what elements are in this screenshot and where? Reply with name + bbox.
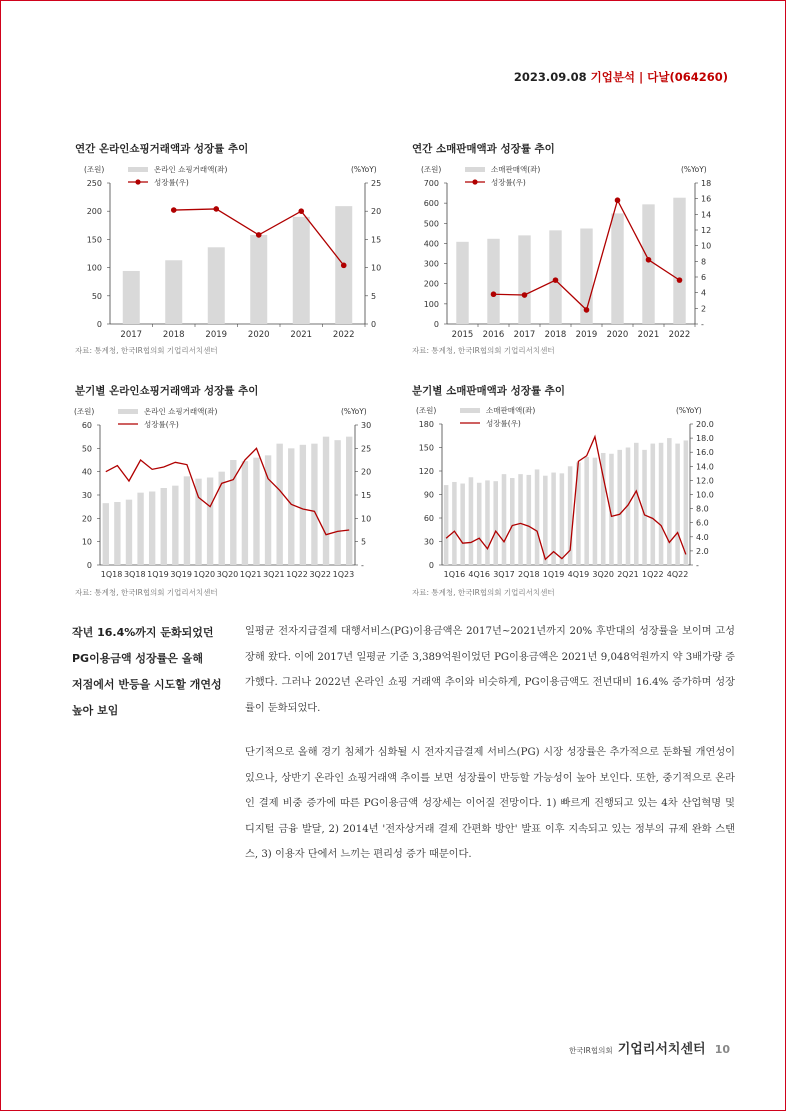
bar <box>549 230 561 324</box>
left-tick-label: 100 <box>423 299 439 309</box>
x-tick-label: 4Q19 <box>567 570 590 579</box>
bar <box>518 474 523 565</box>
left-tick-label: 60 <box>423 514 434 523</box>
bar <box>485 480 490 565</box>
chart3-title: 분기별 온라인쇼핑거래액과 성장률 추이 <box>75 385 259 397</box>
right-tick-label: 15 <box>361 491 372 500</box>
growth-line <box>446 437 686 560</box>
legend-line-marker <box>472 179 477 184</box>
bar <box>675 444 680 565</box>
right-tick-label: 20 <box>361 467 372 477</box>
bar <box>535 469 540 565</box>
left-tick-label: 400 <box>423 239 439 249</box>
page-number: 10 <box>714 1043 730 1056</box>
bar <box>684 440 689 565</box>
bar <box>137 493 143 565</box>
x-tick-label: 2020 <box>247 330 270 340</box>
left-tick-label: 30 <box>423 537 434 547</box>
x-tick-label: 4Q22 <box>666 570 689 579</box>
legend-bar-swatch <box>128 167 148 172</box>
bar <box>250 235 267 324</box>
x-tick-label: 2Q21 <box>617 570 639 579</box>
left-tick-label: 20 <box>81 514 92 524</box>
growth-point <box>615 197 621 203</box>
x-tick-label: 3Q20 <box>216 570 239 579</box>
side-heading-line: 저점에서 반등을 시도할 개연성 <box>72 678 222 691</box>
left-unit-label: (조원) <box>416 406 437 415</box>
x-tick-label: 3Q17 <box>493 570 515 579</box>
right-tick-label: 10 <box>701 241 712 251</box>
footer-center: 기업리서치센터 <box>617 1042 706 1057</box>
x-tick-label: 1Q19 <box>147 570 169 579</box>
x-tick-label: 3Q21 <box>263 570 285 579</box>
bar <box>165 260 182 324</box>
right-tick-label: 14 <box>701 210 712 220</box>
x-tick-label: 2021 <box>290 330 313 340</box>
growth-point <box>298 208 304 214</box>
right-tick-label: 15 <box>371 235 382 245</box>
legend-line-label: 성장률(우) <box>491 178 526 187</box>
growth-point <box>213 206 219 212</box>
report-section: 기업분석 | 다날(064260) <box>590 70 728 84</box>
bar <box>617 450 622 565</box>
bar <box>611 213 623 324</box>
right-tick-label: 12 <box>701 226 712 235</box>
legend-line-marker <box>135 179 140 184</box>
right-unit-label: (%YoY) <box>351 165 377 174</box>
x-tick-label: 2021 <box>637 330 660 340</box>
bar <box>510 478 515 565</box>
left-tick-label: 120 <box>418 467 434 476</box>
x-tick-label: 2019 <box>205 330 228 340</box>
x-tick-label: 3Q22 <box>309 570 332 579</box>
bar <box>293 217 310 324</box>
bar <box>103 503 109 565</box>
left-tick-label: 500 <box>423 219 439 229</box>
x-tick-label: 3Q18 <box>123 570 146 579</box>
right-tick-label: 25 <box>361 444 372 454</box>
left-tick-label: 200 <box>86 207 102 217</box>
right-unit-label: (%YoY) <box>341 407 367 416</box>
bar <box>659 443 664 565</box>
growth-point <box>256 232 262 238</box>
legend-bar-label: 온라인 쇼핑거래액(좌) <box>154 165 228 174</box>
right-tick-label: 6 <box>701 273 707 282</box>
left-unit-label: (조원) <box>421 165 442 174</box>
x-tick-label: 2016 <box>482 330 505 340</box>
legend-line-label: 성장률(우) <box>144 420 179 429</box>
bar <box>126 500 132 565</box>
right-tick-label: 2.0 <box>696 546 709 556</box>
left-tick-label: 40 <box>81 467 92 477</box>
legend-line-label: 성장률(우) <box>486 419 521 428</box>
growth-point <box>677 277 683 283</box>
right-unit-label: (%YoY) <box>676 406 702 415</box>
left-tick-label: 50 <box>81 444 92 454</box>
x-tick-label: 2018 <box>544 330 567 340</box>
chart2-title: 연간 소매판매액과 성장률 추이 <box>412 143 555 155</box>
right-tick-label: 16 <box>701 194 712 204</box>
legend-bar-swatch <box>460 408 480 413</box>
right-tick-label: 5 <box>361 537 367 547</box>
x-tick-label: 1Q23 <box>332 570 355 579</box>
bar <box>487 239 499 324</box>
right-tick-label: 10.0 <box>696 490 714 500</box>
chart-annual-retail-sales <box>407 160 727 345</box>
bar <box>634 443 639 565</box>
left-tick-label: 180 <box>418 420 434 429</box>
bar <box>276 444 282 565</box>
left-tick-label: 700 <box>423 179 439 188</box>
right-tick-label: 4.0 <box>696 532 709 542</box>
right-tick-label: 30 <box>361 421 372 430</box>
bar <box>527 475 532 565</box>
left-tick-label: 250 <box>86 179 102 188</box>
right-tick-label: 25 <box>371 179 382 188</box>
legend-bar-swatch <box>465 167 485 172</box>
bar <box>667 438 672 565</box>
left-tick-label: 0 <box>433 320 439 329</box>
bar <box>642 204 654 324</box>
legend-bar-label: 소매판매액(좌) <box>486 406 536 415</box>
bar <box>123 271 140 324</box>
bar <box>253 458 259 565</box>
bar <box>288 448 294 565</box>
right-tick-label: 18 <box>701 179 712 188</box>
left-tick-label: 150 <box>418 443 434 453</box>
right-tick-label: - <box>696 561 699 570</box>
bar <box>334 440 340 565</box>
bar <box>452 482 457 565</box>
x-tick-label: 3Q20 <box>592 570 614 579</box>
bar <box>184 476 190 565</box>
bar <box>208 247 225 324</box>
x-tick-label: 2015 <box>451 330 474 340</box>
growth-point <box>491 291 497 297</box>
left-tick-label: 60 <box>81 421 92 430</box>
footer-org: 한국IR협의회 <box>568 1046 613 1055</box>
x-tick-label: 1Q22 <box>642 570 664 579</box>
bar <box>161 488 167 565</box>
bar <box>502 474 507 565</box>
x-tick-label: 2019 <box>575 330 598 340</box>
side-heading-line: 높아 보임 <box>72 704 119 717</box>
report-header <box>514 69 728 85</box>
bar <box>543 476 548 565</box>
bar <box>207 478 213 566</box>
bar <box>493 481 498 565</box>
report-date: 2023.09.08 <box>513 70 587 84</box>
left-tick-label: 600 <box>423 199 439 209</box>
bar <box>172 486 178 565</box>
right-tick-label: 8.0 <box>696 504 709 514</box>
x-tick-label: 2017 <box>120 330 143 340</box>
growth-point <box>341 263 347 269</box>
bar <box>642 450 647 565</box>
x-tick-label: 2022 <box>668 330 691 340</box>
chart2-source: 자료: 통계청, 한국IR협의회 기업리서치센터 <box>412 346 555 355</box>
legend-line-label: 성장률(우) <box>154 178 189 187</box>
bar <box>346 437 352 565</box>
right-tick-label: 2 <box>701 304 707 314</box>
side-heading-line: PG이용금액 성장률은 올해 <box>72 652 204 665</box>
bar <box>560 473 565 565</box>
left-tick-label: 0 <box>96 320 102 329</box>
right-tick-label: 16.0 <box>696 448 714 458</box>
growth-point <box>522 292 528 298</box>
left-tick-label: 100 <box>86 263 102 273</box>
left-tick-label: 10 <box>81 537 92 547</box>
x-tick-label: 3Q19 <box>170 570 192 579</box>
bar <box>242 461 248 565</box>
right-tick-label: - <box>361 561 364 570</box>
chart4-source: 자료: 통계청, 한국IR협의회 기업리서치센터 <box>412 588 555 597</box>
growth-point <box>171 207 177 213</box>
x-tick-label: 1Q18 <box>100 570 123 579</box>
right-tick-label: 14.0 <box>696 462 714 472</box>
x-tick-label: 2018 <box>162 330 185 340</box>
bar <box>584 457 589 565</box>
right-tick-label: 20.0 <box>696 420 714 429</box>
chart3-source: 자료: 통계청, 한국IR협의회 기업리서치센터 <box>75 588 218 597</box>
left-tick-label: 50 <box>91 291 102 301</box>
left-unit-label: (조원) <box>74 407 95 416</box>
bar <box>477 483 482 565</box>
bar <box>651 444 656 565</box>
left-tick-label: 200 <box>423 279 439 289</box>
bar <box>673 198 685 324</box>
legend-bar-label: 온라인 쇼핑거래액(좌) <box>144 407 218 416</box>
bar <box>593 458 598 565</box>
body-paragraph-2: 단기적으로 올해 경기 침체가 심화될 시 전자지급결제 서비스(PG) 시장 성장률은 추가적으로 둔화될 개연성이 있으나, 상반기 온라인 쇼핑거래액 추이를 보면 성장률이 반등할 가능성이 높아 보인다. 또한, 중기적으로 온라인 결제 비중 증가에 따른 PG이용금액 성장세는 이어질 전망이다. 1) 빠르게 진행되고 있는 4차 산업혁명 및 디지털 금융 발달, 2) 2014년 '전자상거래 결제 간편화 방안' 발표 이후 지속되고 있는 정부의 규제 완화 스탠스, 3) 이용자 단에서 느끼는 편리성 증가 때문이다. <box>245 747 735 860</box>
right-tick-label: 20 <box>371 207 382 217</box>
growth-point <box>553 277 559 283</box>
right-tick-label: 5 <box>371 291 377 301</box>
bar <box>444 485 449 565</box>
page-footer <box>569 1038 730 1057</box>
right-unit-label: (%YoY) <box>681 165 707 174</box>
left-tick-label: 30 <box>81 491 92 500</box>
left-unit-label: (조원) <box>84 165 105 174</box>
right-tick-label: - <box>701 320 704 329</box>
bar <box>518 235 530 324</box>
bar <box>300 445 306 565</box>
bar <box>456 242 468 324</box>
x-tick-label: 2017 <box>513 330 536 340</box>
side-heading <box>72 620 232 724</box>
chart-quarterly-online-shopping <box>70 402 390 585</box>
bar <box>114 502 120 565</box>
left-tick-label: 300 <box>423 259 439 269</box>
left-tick-label: 150 <box>86 235 102 245</box>
bar <box>460 484 465 565</box>
right-tick-label: 10 <box>371 263 382 273</box>
chart1-source: 자료: 통계청, 한국IR협의회 기업리서치센터 <box>75 346 218 355</box>
bar <box>323 437 329 565</box>
legend-bar-swatch <box>118 409 138 414</box>
x-tick-label: 2Q18 <box>518 570 540 579</box>
legend-bar-label: 소매판매액(좌) <box>491 165 541 174</box>
bar <box>149 492 155 566</box>
x-tick-label: 2020 <box>606 330 629 340</box>
bar <box>469 477 474 565</box>
x-tick-label: 1Q22 <box>286 570 308 579</box>
chart-quarterly-retail-sales <box>407 402 727 585</box>
x-tick-label: 4Q16 <box>468 570 490 579</box>
right-tick-label: 18.0 <box>696 434 714 444</box>
right-tick-label: 8 <box>701 257 707 267</box>
x-tick-label: 1Q19 <box>542 570 565 579</box>
x-tick-label: 2022 <box>332 330 355 340</box>
right-tick-label: 10 <box>361 514 372 524</box>
bar <box>219 472 225 565</box>
chart1-title: 연간 온라인쇼핑거래액과 성장률 추이 <box>75 143 249 155</box>
bar <box>311 444 317 565</box>
left-tick-label: 90 <box>423 490 434 500</box>
side-heading-line: 작년 16.4%까지 둔화되었던 <box>72 626 214 639</box>
chart-annual-online-shopping <box>70 160 390 345</box>
growth-point <box>646 257 652 263</box>
body-paragraph-1: 일평균 전자지급결제 대행서비스(PG)이용금액은 2017년~2021년까지 20% 후반대의 성장률을 보이며 고성장해 왔다. 이에 2017년 일평균 기준 3,389억원이었던 PG이용금액은 2021년 9,048억원까지 약 3배가량 증가했다. 그러나 2022년 온라인 쇼핑 거래액 추이와 비슷하게, PG이용금액도 전년대비 16.4% 증가하며 성장률이 둔화되었다. <box>245 626 735 714</box>
right-tick-label: 12.0 <box>696 476 714 486</box>
left-tick-label: 0 <box>86 561 92 570</box>
growth-point <box>584 307 590 313</box>
x-tick-label: 1Q20 <box>193 570 216 579</box>
left-tick-label: 0 <box>428 561 434 570</box>
x-tick-label: 1Q21 <box>239 570 262 579</box>
right-tick-label: 0 <box>371 320 377 329</box>
right-tick-label: 4 <box>701 288 707 298</box>
right-tick-label: 6.0 <box>696 518 709 528</box>
chart4-title: 분기별 소매판매액과 성장률 추이 <box>412 385 565 397</box>
x-tick-label: 1Q16 <box>443 570 466 579</box>
